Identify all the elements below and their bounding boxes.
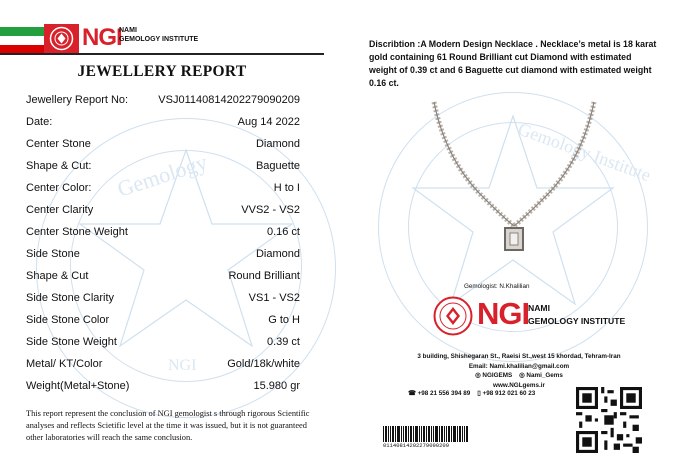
iran-flag xyxy=(0,27,44,54)
instagram-icon: ◎ xyxy=(519,372,525,379)
org-name-large-line2: GEMOLOGY INSTITUTE xyxy=(528,316,626,326)
watermark-left-bottom: NGI xyxy=(168,357,197,374)
detail-row xyxy=(0,160,324,182)
detail-value: VSJ01140814202279090209 xyxy=(158,94,300,106)
website-text: www.NGLgems.ir xyxy=(493,381,545,389)
detail-value: Baguette xyxy=(255,160,300,172)
detail-label: Side Stone Color xyxy=(26,314,110,326)
detail-value: 0.16 ct xyxy=(266,226,300,238)
gemologist-name: Gemologist: N.Khalilian xyxy=(464,283,530,290)
disclaimer-text: This report represent the conclusion of NGI gemologist s through rigorous Scientific analyses and reflects Scietific level at the time it was issued, but it is not guaranteed other laboratories will reach the same conclusion. xyxy=(26,409,310,442)
detail-row xyxy=(0,182,324,204)
detail-label: Shape & Cut xyxy=(26,270,89,282)
detail-label: Side Stone Weight xyxy=(26,336,117,348)
detail-label: Metal/ KT/Color xyxy=(26,358,103,370)
flag-stripe-white xyxy=(0,36,44,45)
social-row xyxy=(369,371,669,381)
instagram-handle-1: NGIGEMS xyxy=(482,372,513,379)
org-name-line1: NAMI xyxy=(119,27,137,34)
watermark-left-text: Gemology xyxy=(114,149,211,202)
phone-icon: ☎ xyxy=(408,390,416,397)
detail-label: Side Stone xyxy=(26,248,80,260)
qr-code-icon[interactable] xyxy=(576,387,642,453)
detail-label: Center Color: xyxy=(26,182,92,194)
detail-label: Side Stone Clarity xyxy=(26,292,115,304)
org-name-line2: GEMOLOGY INSTITUTE xyxy=(119,36,199,43)
org-name-large-line1: NAMI xyxy=(528,303,550,313)
phone-number-2: +98 912 021 60 23 xyxy=(482,390,536,397)
detail-value: Diamond xyxy=(255,138,300,150)
contact-block xyxy=(369,352,669,390)
detail-label: Jewellery Report No: xyxy=(26,94,129,106)
detail-row xyxy=(0,116,324,138)
necklace-description: Discribtion :A Modern Design Necklace . Necklace’s metal is 18 karat gold containing 61 Round Brilliant cut Diamond with estimated weight of 0.39 ct and 6 Baguette cut diamond with estimated weight 0.16 ct. xyxy=(369,39,657,88)
detail-row xyxy=(0,94,324,116)
detail-label: Center Stone xyxy=(26,138,91,150)
detail-row xyxy=(0,204,324,226)
detail-value: H to I xyxy=(273,182,300,194)
watermark-right-text: Gemology Institute xyxy=(515,118,654,186)
detail-row xyxy=(0,380,324,402)
detail-value: Gold/18k/white xyxy=(227,358,300,370)
flag-stripe-green xyxy=(0,27,44,36)
detail-row xyxy=(0,336,324,358)
detail-value: Aug 14 2022 xyxy=(237,116,300,128)
mobile-icon: ▯ xyxy=(477,390,481,397)
detail-row xyxy=(0,292,324,314)
detail-value: 15.980 gr xyxy=(253,380,300,392)
barcode-number: 01140814202279090209 xyxy=(383,442,450,449)
header-divider xyxy=(0,53,324,55)
detail-row xyxy=(0,314,324,336)
barcode-icon xyxy=(383,426,469,442)
detail-value: 0.39 ct xyxy=(266,336,300,348)
detail-value: VS1 - VS2 xyxy=(248,292,300,304)
phone-row xyxy=(408,390,535,397)
instagram-handle-2: Nami_Gems xyxy=(526,372,563,379)
detail-row xyxy=(0,270,324,292)
detail-row xyxy=(0,248,324,270)
detail-row xyxy=(0,226,324,248)
ngi-seal-icon xyxy=(44,24,79,53)
detail-row xyxy=(0,138,324,160)
report-title: JEWELLERY REPORT xyxy=(77,63,247,80)
detail-label: Weight(Metal+Stone) xyxy=(26,380,130,392)
phone-number-1: +98 21 556 394 89 xyxy=(417,390,471,397)
ngi-logo-text: NGI xyxy=(82,24,122,51)
detail-label: Center Stone Weight xyxy=(26,226,128,238)
ngi-logo-large: NGI xyxy=(477,296,530,331)
necklace-photo xyxy=(426,92,602,272)
address-text: 3 building, Shishegaran St., Raeisi St.,west 15 khordad, Tehram-Iran xyxy=(417,353,621,360)
detail-row xyxy=(0,358,324,380)
detail-value: Diamond xyxy=(255,248,300,260)
ngi-round-seal-icon xyxy=(433,296,473,336)
detail-label: Shape & Cut: xyxy=(26,160,92,172)
detail-label: Date: xyxy=(26,116,53,128)
email-text: Email: Nami.khalilian@gmail.com xyxy=(468,362,570,370)
detail-value: G to H xyxy=(268,314,300,326)
detail-value: Round Brilliant xyxy=(228,270,300,282)
instagram-icon: ◎ xyxy=(475,372,481,379)
detail-label: Center Clarity xyxy=(26,204,94,216)
detail-value: VVS2 - VS2 xyxy=(241,204,300,216)
